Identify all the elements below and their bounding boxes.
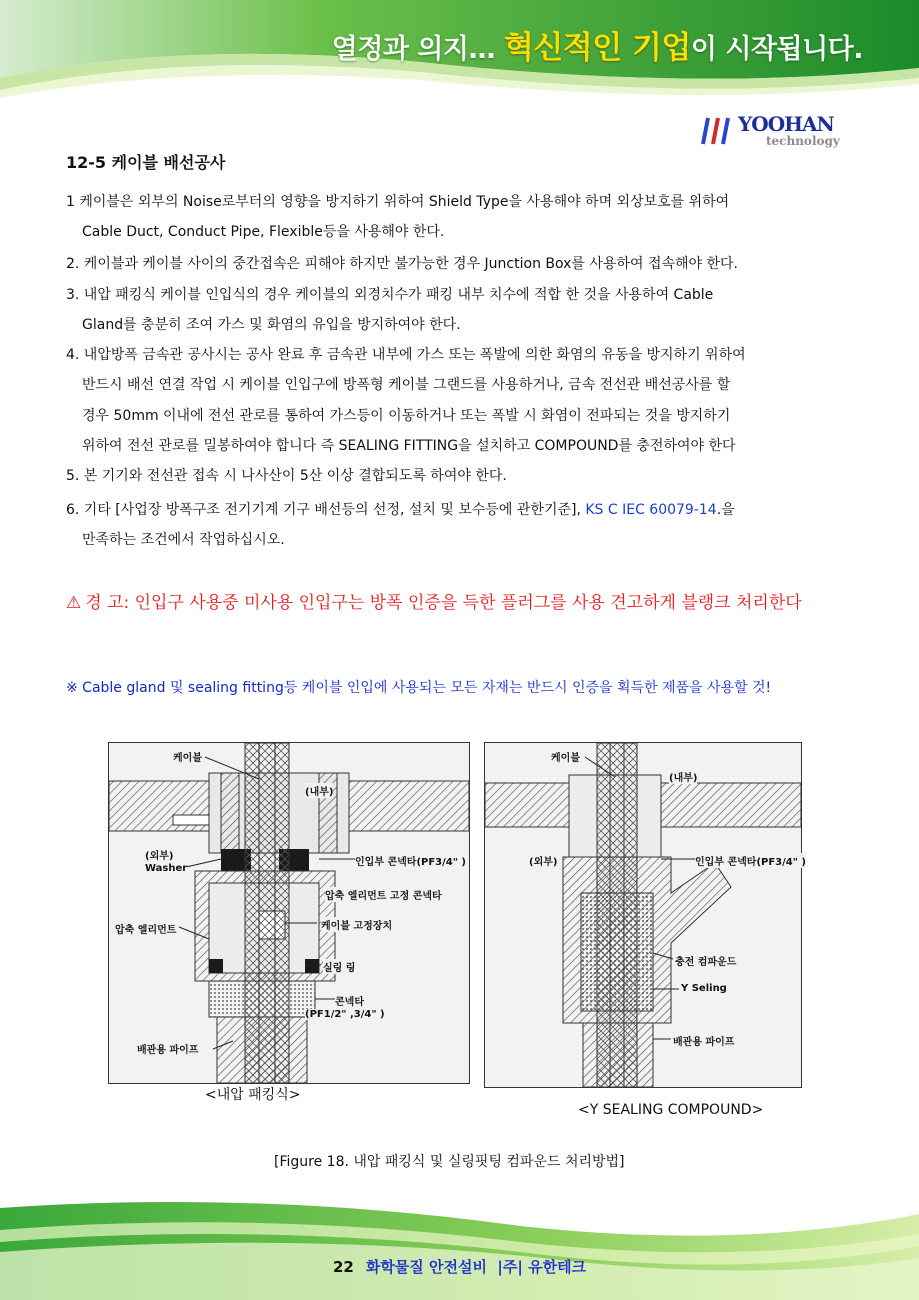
label-compound: 충전 컴파운드 xyxy=(675,953,736,968)
certification-note: ※ Cable gland 및 sealing fitting등 케이블 인입에 사용되는 모든 자재는 반드시 인증을 획득한 제품을 사용할 것! xyxy=(66,680,772,696)
item-4-line-1: 4. 내압방폭 금속관 공사시는 공사 완료 후 금속관 내부에 가스 또는 폭발에 의한 화염의 유동을 방지하기 위하여 xyxy=(66,347,746,363)
label-inlet-connector: 인입부 콘넥타(PF3/4" ) xyxy=(355,853,466,868)
item-4-line-2: 반드시 배선 연결 작업 시 케이블 인입구에 방폭형 케이블 그랜드를 사용하거나, 금속 전선관 배선공사를 할 xyxy=(82,377,731,393)
label-outside: (외부) xyxy=(145,847,173,862)
caption-y-sealing: <Y SEALING COMPOUND> xyxy=(578,1102,764,1118)
tagline-pre: 열정과 의지… xyxy=(331,34,504,65)
footer-title: 화학물질 안전설비 |주| 유한테크 xyxy=(365,1258,587,1276)
packing-gland-drawing xyxy=(109,743,469,1083)
footer xyxy=(0,1256,919,1277)
label-cable: 케이블 xyxy=(551,753,580,764)
logo-stripes-icon xyxy=(700,116,740,146)
standard-link[interactable]: KS C IEC 60079-14 xyxy=(585,502,717,518)
warning-triangle-icon: ⚠ xyxy=(66,593,82,613)
header-tagline xyxy=(332,22,863,67)
item-2: 2. 케이블과 케이블 사이의 중간접속은 피해야 하지만 불가능한 경우 Junction Box를 사용하여 접속해야 한다. xyxy=(66,256,738,272)
label-inside: (내부) xyxy=(669,769,697,784)
item-6-tail: .을 xyxy=(716,502,735,518)
label-cable: 케이블 xyxy=(173,753,202,764)
y-sealing-drawing xyxy=(485,743,801,1087)
figure-caption: [Figure 18. 내압 패킹식 및 실링핏팅 컴파운드 처리방법] xyxy=(274,1154,625,1170)
label-connector-size: (PF1/2" ,3/4" ) xyxy=(305,1009,385,1020)
item-4-line-4: 위하여 전선 관로를 밀봉하여야 합니다 즉 SEALING FITTING을 설치하고 COMPOUND를 충전하여야 한다 xyxy=(82,438,736,454)
page-number: 22 xyxy=(332,1258,354,1276)
item-1-line-1: 1 케이블은 외부의 Noise로부터의 영향을 방지하기 위하여 Shield Type을 사용해야 하며 외상보호를 위하여 xyxy=(66,194,730,210)
label-washer: Washer xyxy=(145,863,188,874)
footer-banner xyxy=(0,1190,919,1300)
item-6-text: 6. 기타 [사업장 방폭구조 전기기계 기구 배선등의 선정, 설치 및 보수등에 관한기준], xyxy=(66,502,586,518)
label-outside: (외부) xyxy=(529,853,557,868)
figure-pressure-packing xyxy=(108,742,470,1084)
label-inlet-connector: 인입부 콘넥타(PF3/4" ) xyxy=(695,853,806,868)
item-5: 5. 본 기기와 전선관 접속 시 나사산이 5산 이상 결합되도록 하여야 한다. xyxy=(66,468,507,484)
logo-sub: technology xyxy=(766,134,840,148)
label-cable-fixer: 케이블 고정장치 xyxy=(321,917,392,932)
label-comp-connector: 압축 엘리먼트 고정 콘넥타 xyxy=(325,887,442,902)
label-connector: 콘넥타 xyxy=(335,993,364,1008)
label-seal-ring: 실링 링 xyxy=(323,959,355,974)
item-1-line-2: Cable Duct, Conduct Pipe, Flexible등을 사용해야 한다. xyxy=(82,224,445,240)
caption-pressure-packing: <내압 패킹식> xyxy=(205,1087,301,1103)
item-3-line-2: Gland를 충분히 조여 가스 및 화염의 유입을 방지하여야 한다. xyxy=(82,317,461,333)
item-6-line-2: 만족하는 조건에서 작업하십시오. xyxy=(82,532,285,548)
company-logo xyxy=(700,112,860,154)
warning-text: 경 고: 인입구 사용중 미사용 인입구는 방폭 인증을 득한 플러그를 사용 견고하게 블랭크 처리한다 xyxy=(85,593,802,613)
label-y-seal: Y Seling xyxy=(681,983,727,994)
section-title: 12-5 케이블 배선공사 xyxy=(66,153,226,172)
label-inside: (내부) xyxy=(305,783,333,798)
label-pipe: 배관용 파이프 xyxy=(137,1041,198,1056)
figure-y-sealing xyxy=(484,742,807,1088)
tagline-highlight: 혁신적인 기업 xyxy=(503,30,691,66)
label-comp-element: 압축 엘리먼트 xyxy=(115,921,176,936)
logo-name: YOOHAN xyxy=(738,112,834,136)
tagline-post: 이 시작됩니다. xyxy=(690,34,863,65)
label-pipe: 배관용 파이프 xyxy=(673,1033,734,1048)
item-3-line-1: 3. 내압 패킹식 케이블 인입식의 경우 케이블의 외경치수가 패킹 내부 치수에 적합 한 것을 사용하여 Cable xyxy=(66,287,714,303)
warning-line xyxy=(66,588,802,613)
item-6-line-1 xyxy=(66,501,735,519)
item-4-line-3: 경우 50mm 이내에 전선 관로를 통하여 가스등이 이동하거나 또는 폭발 시 화염이 전파되는 것을 방지하기 xyxy=(82,408,731,424)
